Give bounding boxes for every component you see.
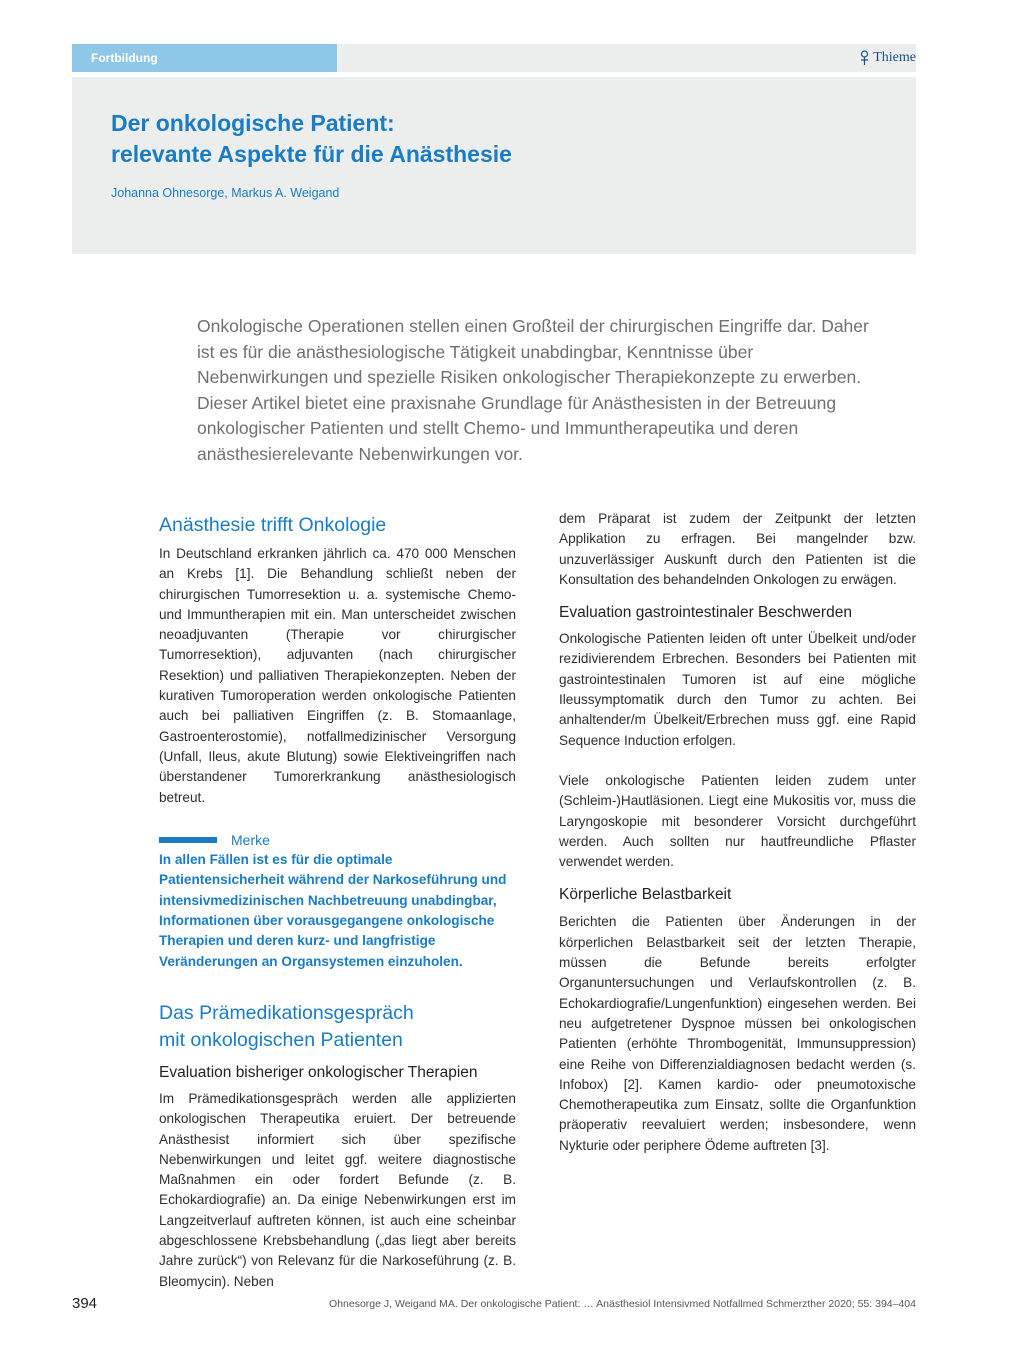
heading-line: Das Prämedikationsgespräch: [159, 1001, 414, 1024]
merke-bar: [159, 837, 217, 843]
publisher-logo: [859, 50, 916, 66]
merke-box-text: In allen Fällen ist es für die optimale Patientensicherheit während der Narkoseführung und intensivmedizinischen Nachbetreuung unabdingbar, Informationen über vorausgegangene onkologische Therapien und deren kurz- und langfristige Veränderungen an Organsystemen einzuholen.: [159, 852, 507, 969]
paragraph: Im Prämedikationsgespräch werden alle applizierten onkologischen Therapeutika eruiert. Der betreuende Anästhesist informiert sich über spezifische Nebenwirkungen und leitet ggf. weitere diagnostische Maßnahmen ein oder fordert Befunde (z. B. Echokardiografie) an. Da einige Nebenwirkungen erst im Langzeitverlauf auftreten können, ist auch eine scheinbar abgeschlossene Krebsbehandlung („das liegt aber bereits Jahre zurück“) von Relevanz für die Narkoseführung (z. B. Bleomycin). Neben: [159, 1090, 516, 1289]
paragraph: Berichten die Patienten über Änderungen in der körperlichen Belastbarkeit seit der letzten Therapie, müssen die Befunde bereits erfolgter Organuntersuchungen und Verlaufskontrollen (z. B. Echokardiografie/Lungenfunktion) eingesehen werden. Bei neu aufgetretener Dyspnoe müssen bei onkologischen Patienten (erhöhte Thrombogenität, Immunsuppression) eine Reihe von Differenzialdiagnosen bedacht werden (s. Infobox) [2]. Kamen kardio- oder pneumotoxische Chemotherapeutika zum Einsatz, sollte die Organfunktion präoperativ reevaluiert werden; insbesondere, wenn Nykturie oder periphere Ödeme auftreten [3].: [559, 914, 916, 1153]
article-title: [111, 108, 811, 170]
merke-label: Merke: [231, 831, 270, 848]
title-line: relevante Aspekte für die Anästhesie: [111, 141, 512, 167]
paragraph: In Deutschland erkranken jährlich ca. 470 000 Menschen an Krebs [1]. Die Behandlung schließt neben der chirurgischen Tumorresektion u. a. systemische Chemo- und Immuntherapien mit ein. Man unterscheidet zwischen neoadjuvanten (Therapie vor chirurgischer Tumorresektion), adjuvanten (nach chirurgischer Resektion) und palliativen Therapiekonzepten. Neben der kurativen Tumoroperation werden onkologische Patienten auch bei palliativen Eingriffen (z. B. Stomaanlage, Gastroenterostomie), notfallmedizinischer Versorgung (Unfall, Ileus, akute Blutung) sowie Elektiveingriffen nach überstandener Tumorerkrankung anästhesiologisch betreut.: [159, 546, 516, 805]
publisher-name: Thieme: [873, 50, 916, 65]
subsection-heading: Evaluation bisheriger onkologischer Therapien: [159, 1063, 478, 1081]
abstract: Onkologische Operationen stellen einen Großteil der chirurgischen Eingriffe dar. Daher ist es für die anästhesiologische Tätigkeit unabdingbar, Kenntnisse über Nebenwirkungen und spezielle Risiken onkologischer Therapiekonzepte zu erwerben. Dieser Artikel bietet eine praxisnahe Grundlage für Anästhesisten in der Betreuung onkologischer Patienten und stellt Chemo- und Immuntherapeutika und deren anästhesierelevante Nebenwirkungen vor.: [197, 316, 869, 464]
paragraph: dem Präparat ist zudem der Zeitpunkt der letzten Applikation zu erfragen. Bei mangelnder bzw. unzuverlässiger Auskunft durch den Patienten ist die Konsultation des behandelnden Onkologen zu erwägen.: [559, 511, 916, 587]
left-column: [159, 512, 516, 1292]
subsection-heading: Körperliche Belastbarkeit: [559, 886, 732, 904]
title-line: Der onkologische Patient:: [111, 110, 395, 136]
section-label: Fortbildung: [72, 44, 337, 72]
section-heading: [159, 1000, 516, 1054]
subsection-heading: Evaluation gastrointestinaler Beschwerden: [559, 604, 852, 622]
merke-header: [159, 830, 516, 850]
right-column: [559, 509, 916, 1156]
citation-footer: Ohnesorge J, Weigand MA. Der onkologische Patient: … Anästhesiol Intensivmed Notfallmed Schmerzther 2020; 55: 394–404: [329, 1298, 916, 1310]
page-number: 394: [72, 1295, 98, 1312]
paragraph: Viele onkologische Patienten leiden zudem unter (Schleim-)Hautläsionen. Liegt eine Mukositis vor, muss die Laryngoskopie mit besonderer Vorsicht durchgeführt werden. Auch sollten nur hautfreundliche Pflaster verwendet werden.: [559, 772, 916, 870]
authors: Johanna Ohnesorge, Markus A. Weigand: [111, 186, 340, 200]
thieme-emblem-icon: [859, 50, 870, 66]
heading-line: mit onkologischen Patienten: [159, 1028, 403, 1051]
divider: [72, 72, 916, 77]
paragraph: Onkologische Patienten leiden oft unter Übelkeit und/oder rezidivierendem Erbrechen. Besonders bei Patienten mit gastrointestinalen Tumoren ist auf eine mögliche Ileussymptomatik durch den Tumor zu achten. Bei anhaltender/m Übelkeit/Erbrechen muss ggf. eine Rapid Sequence Induction erfolgen.: [559, 631, 916, 748]
section-heading: Anästhesie trifft Onkologie: [159, 514, 387, 536]
